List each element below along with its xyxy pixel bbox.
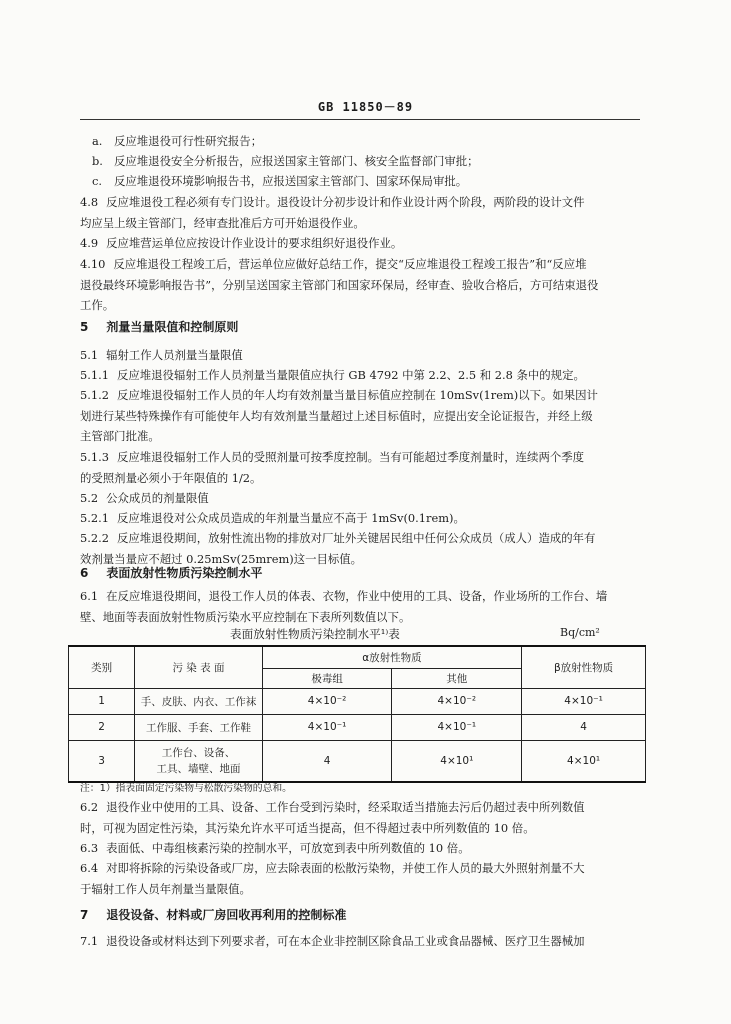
header-category: 类别 [69, 646, 135, 688]
clause-7-1: 7.1 退役设备或材料达到下列要求者，可在本企业非控制区除食品工业或食品器械、医疗卫生器械加 [80, 934, 585, 948]
header-alpha-toxic: 极毒组 [262, 668, 392, 688]
section-6-heading: 6 表面放射性物质污染控制水平 [80, 566, 263, 580]
table-note: 注：1）指表面固定污染物与松散污染物的总和。 [80, 783, 292, 794]
clause-5-1-3: 5.1.3 反应堆退役辐射工作人员的受照剂量可按季度控制。当有可能超过季度剂量时，连续两个季度 的受照剂量必须小于年限值的 1/2。 [80, 450, 585, 485]
clause-5-2-2: 5.2.2 反应堆退役期间，放射性流出物的排放对厂址外关键居民组中任何公众成员（成人）造成的年有 效剂量当量应不超过 0.25mSv(25mrem)这一目标值。 [80, 531, 596, 566]
clause-5-2-1: 5.2.1 反应堆退役对公众成员造成的年剂量当量应不高于 1mSv(0.1rem)。 [80, 511, 465, 525]
table-unit: Bq/cm² [560, 626, 600, 639]
section-5-heading: 5 剂量当量限值和控制原则 [80, 320, 239, 334]
table-row: 1 手、皮肤、内衣、工作袜 4×10⁻² 4×10⁻² 4×10⁻¹ [69, 688, 646, 714]
clause-6-1: 6.1 在反应堆退役期间，退役工作人员的体表、衣物，作业中使用的工具、设备，作业场所的工作台、墙 壁、地面等表面放射性物质污染水平应控制在下表所列数值以下。 [80, 589, 608, 624]
table-row: 2 工作服、手套、工作鞋 4×10⁻¹ 4×10⁻¹ 4 [69, 714, 646, 740]
table-caption: 表面放射性物质污染控制水平¹⁾表 [230, 627, 400, 641]
clause-5-1-2: 5.1.2 反应堆退役辐射工作人员的年人均有效剂量当量目标值应控制在 10mSv(1rem)以下。如果因计 划进行某些特殊操作有可能使年人均有效剂量当量超过上述目标值时，应提出安全论证报告，并经上级 主管部门批准。 [80, 388, 598, 443]
list-item: c. 反应堆退役环境影响报告书，应报送国家主管部门、国家环保局审批。 [92, 174, 468, 188]
header-rule [80, 119, 640, 120]
header-surface: 污 染 表 面 [135, 646, 263, 688]
standard-number-header: GB 11850－89 [317, 100, 414, 114]
clause-5-2: 5.2 公众成员的剂量限值 [80, 491, 209, 505]
header-alpha-other: 其他 [392, 668, 522, 688]
clause-4-9: 4.9 反应堆营运单位应按设计作业设计的要求组织好退役作业。 [80, 236, 403, 250]
clause-5-1-1: 5.1.1 反应堆退役辐射工作人员剂量当量限值应执行 GB 4792 中第 2.2、2.5 和 2.8 条中的规定。 [80, 368, 585, 382]
clause-6-2: 6.2 退役作业中使用的工具、设备、工作台受到污染时，经采取适当措施去污后仍超过表中所列数值 时，可视为固定性污染，其污染允许水平可适当提高，但不得超过表中所列数值的 10 倍。 [80, 800, 585, 835]
clause-4-8: 4.8 反应堆退役工程必须有专门设计。退役设计分初步设计和作业设计两个阶段，两阶段的设计文件 均应呈上级主管部门，经审查批准后方可开始退役作业。 [80, 195, 585, 230]
table-row: 3 工作台、设备、 工具、墙壁、地面 4 4×10¹ 4×10¹ [69, 740, 646, 782]
list-item: a. 反应堆退役可行性研究报告； [92, 134, 263, 148]
contamination-limits-table [68, 645, 646, 783]
list-item: b. 反应堆退役安全分析报告，应报送国家主管部门、核安全监督部门审批； [92, 154, 479, 168]
section-7-heading: 7 退役设备、材料或厂房回收再利用的控制标准 [80, 908, 347, 922]
clause-6-3: 6.3 表面低、中毒组核素污染的控制水平，可放宽到表中所列数值的 10 倍。 [80, 841, 470, 855]
clause-5-1: 5.1 辐射工作人员剂量当量限值 [80, 348, 243, 362]
header-beta: β放射性物质 [522, 646, 646, 688]
clause-4-10: 4.10 反应堆退役工程竣工后，营运单位应做好总结工作，提交“反应堆退役工程竣工报告”和“反应堆 退役最终环境影响报告书”，分别呈送国家主管部门和国家环保局，经审查、验收合格后，方可结束退役 工作。 [80, 257, 599, 312]
clause-6-4: 6.4 对即将拆除的污染设备或厂房，应去除表面的松散污染物，并使工作人员的最大外照射剂量不大 于辐射工作人员年剂量当量限值。 [80, 861, 585, 896]
header-alpha: α放射性物质 [262, 646, 521, 668]
